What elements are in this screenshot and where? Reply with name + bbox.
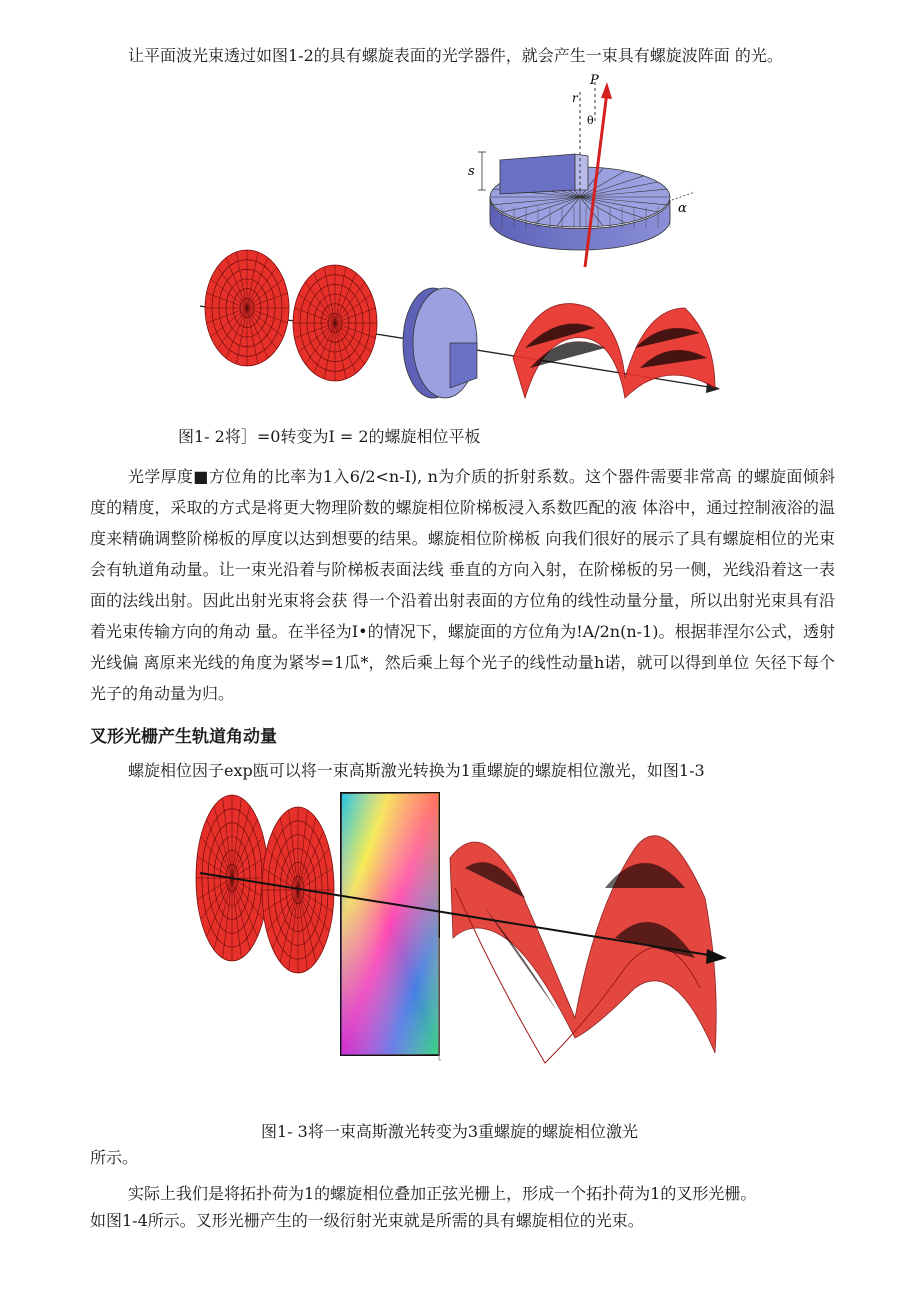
fork-grating-figure [195, 788, 730, 1088]
section-heading: 叉形光栅产生轨道角动量 [90, 727, 277, 747]
figure-1-2-caption: 图1- 2将］=0转变为I = 2的螺旋相位平板 [178, 427, 481, 446]
plane-to-helical-figure [195, 248, 730, 418]
body-paragraph-1: 光学厚度■方位角的比率为1入6/2<n-I), n为介质的折射系数。这个器件需要非常高 的螺旋面倾斜度的精度，采取的方式是将更大物理阶数的螺旋相位阶梯板浸入系数匹配的液 体浴中，通过控制液浴的温度来精确调整阶梯板的厚度以达到想要的结果。螺旋相位阶梯板 向我们很好的展示了具有螺旋相位的光束会有轨道角动量。让一束光沿着与阶梯板表面法线 垂直的方向入射，在阶梯板的另一侧，光线沿着这一表面的法线出射。因此出射光束将会获 得一个沿着出射表面的方位角的线性动量分量，所以出射光束具有沿着光束传输方向的角动 量。在半径为I•的情况下，螺旋面的方位角为!A/2n(n-1)。根据菲涅尔公式，透射光线偏 离原来光线的角度为紧岑=1瓜*，然后乘上每个光子的线性动量h诺，就可以得到单位 矢径下每个光子的角动量为归。 [90, 467, 835, 703]
body-paragraph-4: 如图1-4所示。叉形光栅产生的一级衍射光束就是所需的具有螺旋相位的光束。 [90, 1211, 644, 1230]
label-p: P [590, 73, 599, 88]
body-paragraph-2: 螺旋相位因子exp瓯可以将一束高斯激光转换为1重螺旋的螺旋相位激光，如图1-3 [128, 761, 705, 780]
label-s: s [468, 164, 475, 179]
label-alpha: α [678, 201, 687, 216]
body-paragraph-3: 实际上我们是将拓扑荷为1的螺旋相位叠加正弦光栅上，形成一个拓扑荷为1的叉形光栅。 [128, 1184, 757, 1203]
label-theta: θ [587, 114, 594, 127]
intro-paragraph: 让平面波光束透过如图1-2的具有螺旋表面的光学器件，就会产生一束具有螺旋波阵面 的光。 [128, 46, 783, 65]
label-r: r [572, 91, 578, 105]
spiral-phase-plate-figure [460, 72, 700, 272]
continuation-text: 所示。 [90, 1148, 139, 1167]
figure-1-3-caption: 图1- 3将一束高斯激光转变为3重螺旋的螺旋相位激光 [261, 1122, 639, 1141]
